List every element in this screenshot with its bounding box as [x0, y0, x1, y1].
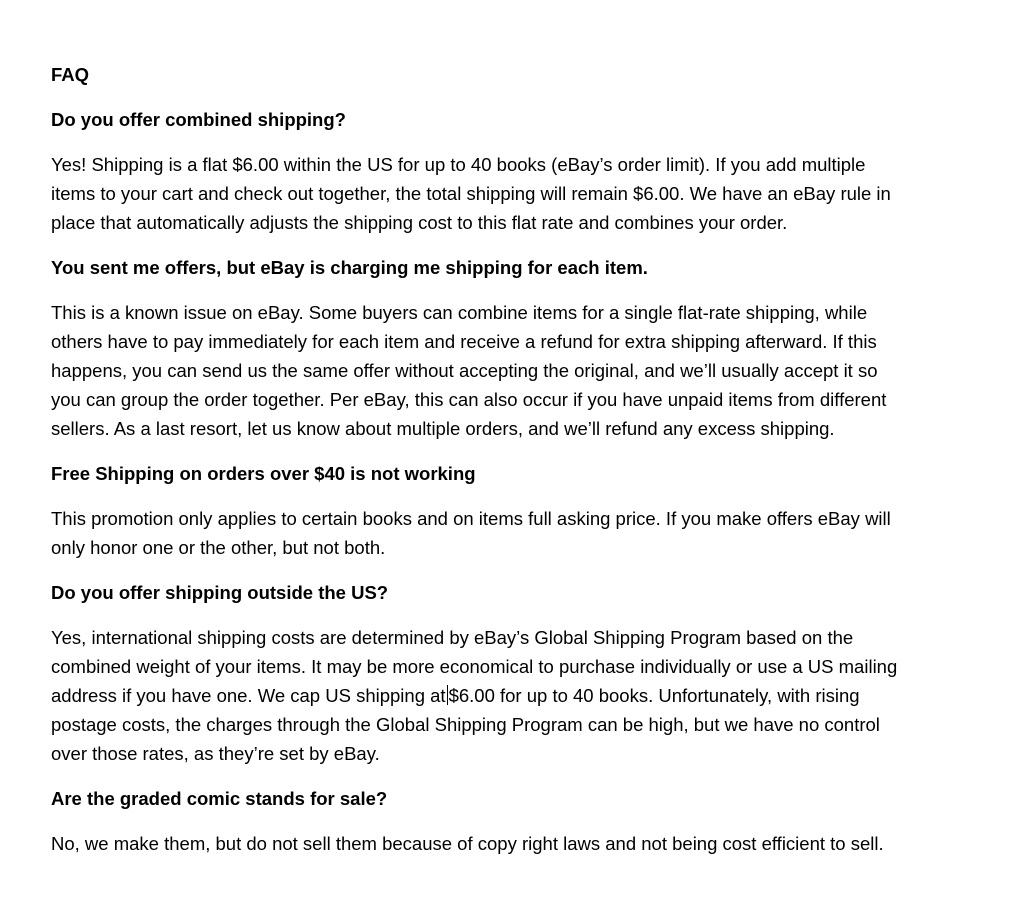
faq-question: Free Shipping on orders over $40 is not working [51, 463, 476, 484]
answer-line: only honor one or the other, but not both. [51, 537, 386, 558]
answer-line-with-caret [51, 681, 991, 710]
answer-line: happens, you can send us the same offer without accepting the original, and we’ll usually accept it so [51, 360, 878, 381]
faq-question: Are the graded comic stands for sale? [51, 788, 388, 809]
page-title: FAQ [51, 64, 90, 85]
faq-question: You sent me offers, but eBay is charging me shipping for each item. [51, 257, 648, 278]
faq-answer [51, 829, 991, 858]
answer-line: others have to pay immediately for each item and receive a refund for extra shipping afterward. If this [51, 331, 877, 352]
answer-line: This promotion only applies to certain books and on items full asking price. If you make offers eBay will [51, 508, 891, 529]
faq-answer [51, 504, 991, 562]
faq-answer [51, 623, 991, 768]
text-cursor [447, 685, 448, 705]
faq-question: Do you offer shipping outside the US? [51, 582, 389, 603]
answer-line: over those rates, as they’re set by eBay. [51, 743, 380, 764]
answer-line-rest: $6.00 for up to 40 books. Unfortunately, with rising [448, 685, 860, 706]
faq-item [51, 459, 991, 562]
faq-item [51, 105, 991, 237]
faq-question: Do you offer combined shipping? [51, 109, 346, 130]
answer-line: combined weight of your items. It may be more economical to purchase individually or use a US mailing [51, 656, 898, 677]
answer-line: you can group the order together. Per eBay, this can also occur if you have unpaid items from different [51, 389, 887, 410]
faq-item [51, 578, 991, 768]
faq-item [51, 253, 991, 443]
answer-line: postage costs, the charges through the Global Shipping Program can be high, but we have no control [51, 714, 880, 735]
answer-line: This is a known issue on eBay. Some buyers can combine items for a single flat-rate shipping, while [51, 302, 868, 323]
answer-line: items to your cart and check out together, the total shipping will remain $6.00. We have an eBay rule in [51, 183, 891, 204]
document-body[interactable] [51, 60, 991, 874]
faq-answer [51, 150, 991, 237]
answer-line-start: address if you have one. We cap US shipping at [51, 685, 446, 706]
faq-item [51, 784, 991, 858]
answer-line: sellers. As a last resort, let us know about multiple orders, and we’ll refund any excess shipping. [51, 418, 835, 439]
answer-line: Yes! Shipping is a flat $6.00 within the US for up to 40 books (eBay’s order limit). If you add multiple [51, 154, 866, 175]
answer-line: place that automatically adjusts the shipping cost to this flat rate and combines your order. [51, 212, 788, 233]
faq-answer [51, 298, 991, 443]
answer-line: Yes, international shipping costs are determined by eBay’s Global Shipping Program based on the [51, 627, 854, 648]
answer-line: No, we make them, but do not sell them because of copy right laws and not being cost efficient to sell. [51, 833, 884, 854]
